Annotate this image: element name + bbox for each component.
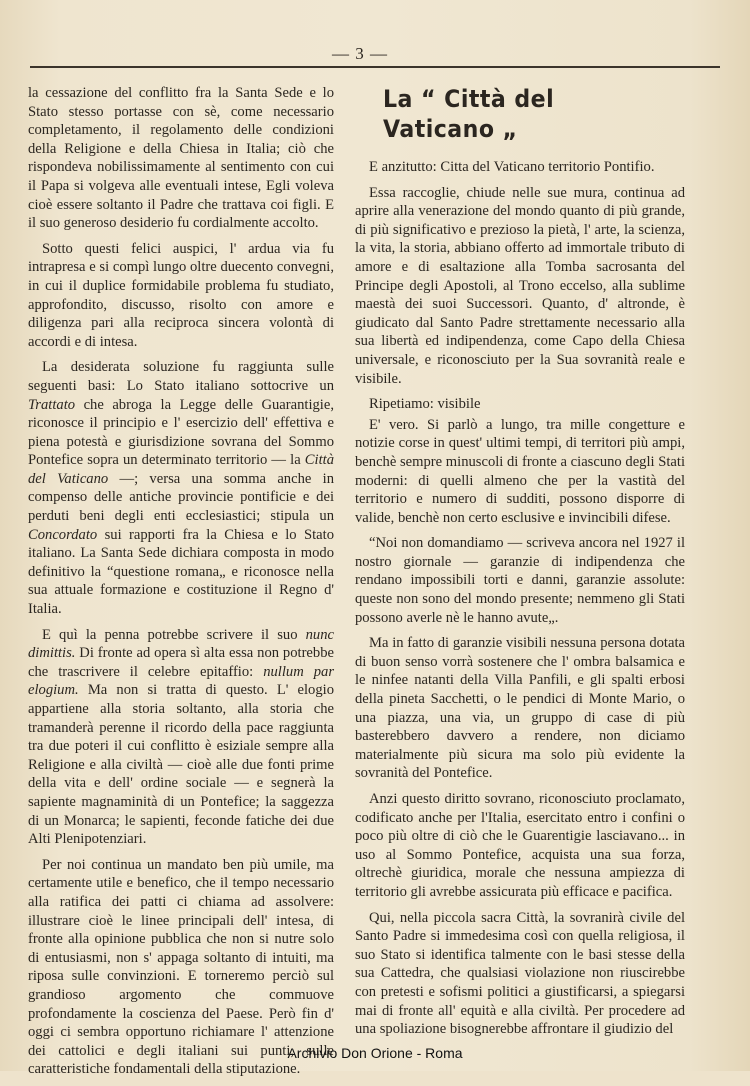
left-paragraph-1: la cessazione del conflitto fra la Santa Sede e lo Stato stesso portasse con sè, come necessario completamento, il regolamento delle condizioni della Religione e della Chiesa in Italia; ciò che rispondeva nobilissimamente al sentimento con cui il Papa si volgeva alle eventuali intese, Egli voleva cioè essere soltanto il Padre che trattava coi figli. E il suo generoso desiderio fu cordialmente accolto. <box>28 85 334 232</box>
nullum-par-elogium-italic: nullum par elogium. <box>28 663 334 699</box>
right-paragraph-4: E' vero. Si parlò a lungo, tra mille congetture e notizie corse in quest' ultimi tempi, di territori più ampi, benchè sempre minuscoli di fronte a ciascuno degli Stati moderni: di quelli almeno che per la vastità del territorio e numero di sudditi, possono disporre di valide, benchè non certo esclusive e invincibili difese. <box>355 416 685 526</box>
trattato-italic: Trattato <box>28 396 76 413</box>
left-paragraph-3 <box>28 358 334 618</box>
left-paragraph-5: Per noi continua un mandato ben più umile, ma certamente utile e benefico, che il tempo necessario alla ratifica dei patti ci chiama ad assolvere: illustrare cioè le linee principali dell' intesa, di fronte alla opinione pubblica che non si nutre solo di entusiasmi, non s' appaga soltanto di intuiti, ma riposa sulle convinzioni. E torneremo perciò sul grandioso argomento che commuove profondamente la coscienza del Paese. Però fin d' oggi ci sembra opportuno richiamare l' attenzione dei cattolici e degli italiani sui punti, sulle caratteristiche fondamentali della stiputazione. <box>28 856 334 1078</box>
left-p4-text-b: Di fronte ad opera sì alta essa non potrebbe che trascrivere il celebre epitaffio: <box>28 645 334 680</box>
left-paragraph-4 <box>28 626 334 849</box>
left-p3-text-c: —; versa una somma anche in compenso delle antiche provincie pontificie e dei perduti beni degli enti ecclesiastici; stipula un <box>28 470 334 525</box>
left-p4-text-c: Ma non si tratta di questo. L' elogio appartiene alla storia soltanto, alla storia che tramanderà perenne il ricordo della pace raggiunta tra due poteri il cui conflitto è esiziale sempre alla Religione e alla civiltà — cioè alle due fonti prime della vita e dell' ordine sociale — e segnerà la sapiente magnaminità di un Pontefice; la saggezza di un Monarca; le sapienti, feconde fatiche dei due Alti Plenipotenziari. <box>28 682 334 848</box>
header-rule <box>30 66 720 68</box>
right-paragraph-3: Ripetiamo: visibile <box>369 396 481 413</box>
right-paragraph-2: Essa raccoglie, chiude nelle sue mura, continua ad aprire alla venerazione del mondo quanto di più grande, di più significativo e prezioso la pietà, l' arte, la scienza, la vita, la storia, abbiano offerto ad immortale tributo di amore e di esaltazione alla Tomba sacrosanta del Principe degli Apostoli, al Trono eccelso, alla sublime maestà dei suoi Successori. Quanto, d' altronde, è giudicato dal Santo Padre strettamente necessario alla sua libertà ed indipendenza, come Capo della Chiesa universale, e riconosciuto per la Sua sovranità reale e visibile. <box>355 184 685 387</box>
right-paragraph-6: Ma in fatto di garanzie visibili nessuna persona dotata di buon senso vorrà sostenere che l' ombra balsamica e le ninfee natanti della Villa Panfili, e gli spalti erbosi della pineta Sacchetti, o le pendici di Monte Mario, o una piazza, una via, un gruppo di case di più basterebbero davvero a rendere, non diciamo materialmente più sicura ma solo più evidente la sovranità del Pontefice. <box>355 635 685 782</box>
right-column <box>355 84 685 1046</box>
right-paragraph-5: “Noi non domandiamo — scriveva ancora nel 1927 il nostro giornale — garanzie di indipendenza che rendano impossibili torti e danni, garanzie assolute: queste non sono del mondo presente; nemmeno gli Stati possono averle nè le hanno avute„. <box>355 535 685 626</box>
right-paragraph-8: Qui, nella piccola sacra Città, la sovranirà civile del Santo Padre si immedesima così con quella religiosa, il suo Stato si identifica talmente con le basi stesse della sua Cattedra, che qualsiasi violazione non riuscirebbe con pretesti e sofismi politici a giustificarsi, a spiegarsi mai di fronte all' equità e alla civiltà. Per procedere ad una spoliazione bisognerebbe affrontare il giudizio del <box>355 909 685 1038</box>
article-title: La “ Città del Vaticano „ <box>383 85 555 143</box>
left-p4-text-a: E quì la penna potrebbe scrivere il suo <box>42 626 306 643</box>
page-number: — 3 — <box>332 44 388 63</box>
concordato-italic: Concordato <box>28 526 98 543</box>
left-paragraph-2: Sotto questi felici auspici, l' ardua via fu intrapresa e si compì lungo oltre duecento convegni, in cui il duplice formidabile problema fu studiato, approfondito, discusso, risolto con amore e diligenza pari alla reciproca sincera volontà di accordi e di intesa. <box>28 240 334 350</box>
right-paragraph-7: Anzi questo diritto sovrano, riconosciuto proclamato, codificato anche per l'Italia, esercitato entro i confini o poco più oltre di ciò che le Guarentigie lasciavano... in uso al Sommo Pontefice, acquista una sua forza, oltrechè giuridica, morale che nessuna ampiezza di territorio gli avrebbe assicurata più efficace e pacifica. <box>355 791 685 900</box>
nunc-dimittis-italic: nunc dimittis. <box>28 626 334 662</box>
citta-del-vaticano-italic: Città del Vaticano <box>28 452 334 487</box>
left-p3-text-b: che abroga la Legge delle Guarantigie, riconosce il principio e l' esercizio dell' effettiva e piena potestà e giurisdizione sovrana del Sommo Pontefice sopra un determinato territorio — la <box>28 396 334 469</box>
left-column <box>28 84 334 1086</box>
left-p3-text-a: La desiderata soluzione fu raggiunta sulle seguenti basi: Lo Stato italiano sottocrive un <box>28 359 334 394</box>
archive-watermark: Archivio Don Orione - Roma <box>287 1045 463 1061</box>
right-paragraph-1: E anzitutto: Citta del Vaticano territorio Pontifio. <box>369 159 655 175</box>
left-p3-text-d: sui rapporti fra la Chiesa e lo Stato italiano. La Santa Sede dichiara composta in modo definitivo la “questione romana„ e riconosce nella sua attuale formazione e costituzione il Regno d' Italia. <box>28 526 334 618</box>
